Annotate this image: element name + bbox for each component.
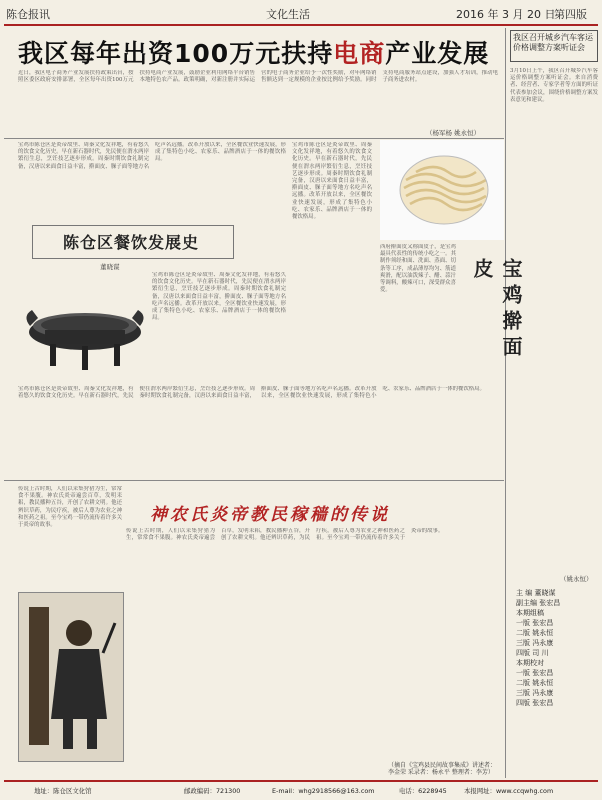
- credits-block: [516, 588, 598, 708]
- noodle-image: [380, 140, 504, 240]
- issue-date: 2016 年 3 月 20 日: [456, 8, 556, 21]
- noodle-calligraphy: 宝鸡擀面皮: [470, 258, 523, 362]
- credit-line: 四版 张宏昌: [516, 699, 554, 707]
- credit-line: 二版 姚永恒: [516, 629, 554, 637]
- sidebar-text: 3月10日上午，我区召开城乡汽车客运价格调整方案听证会。来自消费者、经营者、专家学者等方面的听证代表参加会议，围绕价格调整方案发表意见和建议。: [510, 68, 598, 103]
- paper-name: 陈仓报讯: [6, 8, 50, 21]
- shennong-image: [18, 592, 124, 762]
- column-divider: [505, 28, 506, 778]
- article3-footnote: （摘自《宝鸡县民间故事集成》讲述者：李金荣 采录者：杨永平 整理者：李芳）: [388, 762, 497, 776]
- footer-rule: [4, 780, 598, 782]
- article2-text-top: 宝鸡市陈仓区是炎帝故里、周秦文化发祥地，有着悠久的饮食文化历史。早在新石器时代，先民便在渭水两岸繁衍生息，烹饪技艺逐步形成。周秦时期饮食礼制完备，汉唐以来面食日益丰富，擀面皮、臊子面等地方名吃声名远播。改革开放以来，全区餐饮业快速发展，形成了集特色小吃、农家乐、品牌酒店于一体的餐饮格局。: [18, 142, 286, 170]
- credit-line: 一版 张宏昌: [516, 669, 554, 677]
- masthead: [4, 4, 598, 24]
- credit-line: 二版 姚永恒: [516, 679, 554, 687]
- article3-text: 传说上古时期，人们以采集狩猎为生，常常食不果腹。神农氏炎帝遍尝百草，发明耒耜，教民播种五谷，开创了农耕文明。他还辨识草药，为民疗疾，被后人尊为农业之神和医药之祖。至今宝鸡一带仍流传着许多关于炎帝的故事。: [126, 528, 444, 542]
- header-rule: [4, 24, 598, 26]
- credit-line: 本期校对: [516, 659, 544, 667]
- lead-article-text: 近日，我区电子商务产业发展扶持政策出台，按照区委区政府安排部署，全区每年出资100万元扶持电商产业发展，鼓励企业利用网络平台销售本地特色农产品。政策明确，对新注册并实际运营的电子商务企业给予一次性奖励，对年网络销售额达到一定规模的企业按比例给予奖励。同时支持电商服务站点建设，加强人才培训，推动电子商务进农村。: [18, 70, 498, 84]
- main-headline: 我区每年出资100万元扶持电商产业发展: [18, 39, 490, 68]
- credit-line: 三版 冯永康: [516, 639, 554, 647]
- article3-title: 神农氏炎帝教民稼穑的传说: [150, 505, 390, 525]
- credit-line: 一版 张宏昌: [516, 619, 554, 627]
- article2-text-column: 宝鸡市陈仓区是炎帝故里、周秦文化发祥地，有着悠久的饮食文化历史。早在新石器时代，先民便在渭水两岸繁衍生息，烹饪技艺逐步形成。周秦时期饮食礼制完备，汉唐以来面食日益丰富，擀面皮、臊子面等地方名吃声名远播。改革开放以来，全区餐饮业快速发展，形成了集特色小吃、农家乐、品牌酒店于一体的餐饮格局。: [292, 142, 372, 221]
- article2-author: 董晓谋: [100, 263, 120, 271]
- noodle-text: 西府擀面皮又称面皮子，是宝鸡最具代表性的传统小吃之一。其制作须经和面、洗面、蒸面、切条等工序，成品薄厚均匀、筋道爽滑，配以油泼辣子、醋、蒜汁等调料，酸辣可口，深受群众喜爱。: [380, 244, 456, 294]
- article2-title: 陈仓区餐饮发展史: [63, 233, 200, 252]
- sidebar-headline: 我区召开城乡汽车客运价格调整方案听证会: [510, 30, 598, 62]
- bronze-vessel-image: [20, 270, 150, 382]
- article2-text-side: 宝鸡市陈仓区是炎帝故里、周秦文化发祥地，有着悠久的饮食文化历史。早在新石器时代，先民便在渭水两岸繁衍生息，烹饪技艺逐步形成。周秦时期饮食礼制完备，汉唐以来面食日益丰富，擀面皮、臊子面等地方名吃声名远播。改革开放以来，全区餐饮业快速发展，形成了集特色小吃、农家乐、品牌酒店于一体的餐饮格局。: [152, 272, 286, 322]
- footer-zip: 邮政编码：721300: [184, 787, 241, 795]
- sidebar-author: （姚永恒）: [560, 575, 593, 583]
- footer-address: 地址：陈仓区文化馆: [34, 787, 92, 795]
- footer-website: 本报网址：www.ccqwhg.com: [464, 787, 554, 795]
- credit-line: 三版 冯永康: [516, 689, 554, 697]
- divider: [4, 138, 504, 139]
- credit-line: 四版 司 川: [516, 649, 549, 657]
- lead-article-author: （杨军杨 姚永恒）: [426, 129, 481, 137]
- footer-phone: 电话：6228945: [399, 787, 447, 795]
- divider: [4, 480, 504, 481]
- credit-line: 主 编 董晓谋: [516, 589, 556, 597]
- article2-text-bottom: 宝鸡市陈仓区是炎帝故里、周秦文化发祥地，有着悠久的饮食文化历史。早在新石器时代，先民便在渭水两岸繁衍生息，烹饪技艺逐步形成。周秦时期饮食礼制完备，汉唐以来面食日益丰富，擀面皮、臊子面等地方名吃声名远播。改革开放以来，全区餐饮业快速发展，形成了集特色小吃、农家乐、品牌酒店于一体的餐饮格局。: [18, 386, 485, 400]
- section-name: 文化生活: [266, 8, 310, 21]
- credit-line: 本期组稿: [516, 609, 544, 617]
- footer: [4, 783, 598, 797]
- credit-line: 副主编 张宏昌: [516, 599, 561, 607]
- footer-email: E-mail：whg2918566@163.com: [272, 787, 375, 795]
- page-number: 第四版: [554, 8, 587, 21]
- article3-text-intro: 传说上古时期，人们以采集狩猎为生，常常食不果腹。神农氏炎帝遍尝百草，发明耒耜，教民播种五谷，开创了农耕文明。他还辨识草药，为民疗疾，被后人尊为农业之神和医药之祖。至今宝鸡一带仍流传着许多关于炎帝的故事。: [18, 486, 122, 529]
- article2-title-box: [32, 225, 234, 259]
